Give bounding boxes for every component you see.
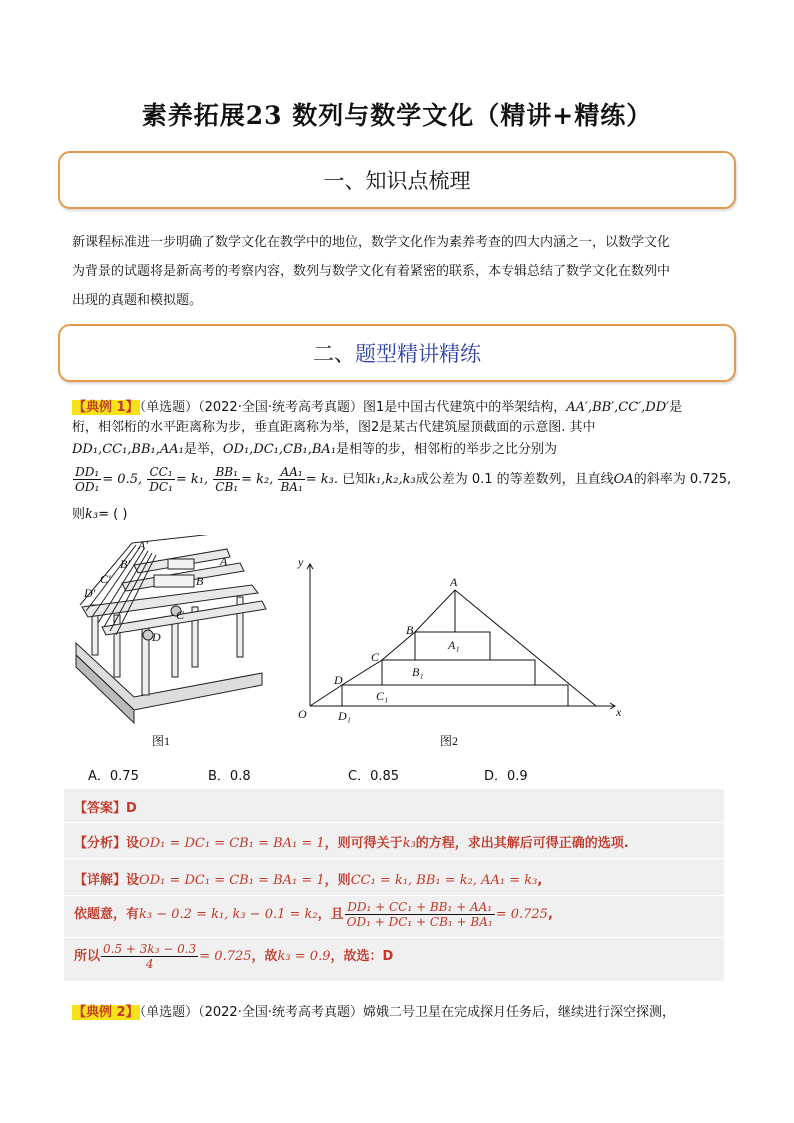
- point-label: C₁: [376, 689, 389, 703]
- example-tag: 【典例 1】: [73, 400, 139, 415]
- fraction: $\frac{\text{AA₁}}{\text{BA₁}}$: [280, 465, 303, 494]
- fig1-label: D: [152, 630, 161, 644]
- figure2-roof-section: [290, 550, 630, 725]
- x-label: x: [616, 705, 622, 719]
- example1-line2: 桁，相邻桁的水平距离称为步，垂直距离称为举，图2是某古代建筑屋顶截面的示意图. 其中: [72, 420, 596, 435]
- figure1-truss-illustration: [72, 535, 272, 725]
- origin-label: O: [298, 707, 307, 721]
- point-label: A₁: [448, 638, 460, 652]
- example1-line3: DD₁,CC₁,BB₁,AA₁是举，OD₁,DC₁,CB₁,BA₁是相等的步，相邻桁的举步之比分别为: [72, 442, 558, 457]
- section-heading-label: 一、知识点梳理: [323, 169, 471, 193]
- section-heading-knowledge: [58, 151, 736, 209]
- intro-line: 新课程标准进一步明确了数学文化在教学中的地位，数学文化作为素养考查的四大内涵之一，以数学文化: [72, 235, 671, 250]
- intro-paragraph: [72, 228, 727, 315]
- option-b[interactable]: B．0.8: [208, 769, 251, 784]
- section-main: 题型精讲精练: [355, 342, 481, 366]
- fraction: $\frac{\text{CC₁}}{\text{DC₁}}$: [149, 465, 173, 494]
- point-label: B: [406, 623, 414, 637]
- question-source: （2022·全国·统考高考真题）: [198, 1005, 363, 1020]
- fraction: $\frac{\text{DD₁}}{\text{OD₁}}$: [75, 465, 100, 494]
- section-heading-label: [60, 338, 734, 368]
- page-title: 素养拓展23 数列与数学文化（精讲+精练）: [141, 101, 653, 130]
- analysis-row: 【分析】设OD₁ = DC₁ = CB₁ = BA₁ = 1，则可得关于k₃的方程，求出其解后可得正确的选项.: [74, 836, 629, 851]
- figure2-caption: 图2: [440, 734, 459, 748]
- question-type: （单选题）: [139, 400, 199, 415]
- fig1-label: C: [176, 608, 185, 622]
- section-heading-examples: [58, 324, 736, 382]
- example1-line1: 【典例 1】（单选题）（2022·全国·统考高考真题）图1是中国古代建筑中的举架结构，AA′,BB′,CC′,DD′是: [73, 400, 683, 415]
- intro-line: 为背景的试题将是新高考的考察内容，数列与数学文化有着紧密的联系，本专辑总结了数学文化在数列中: [72, 264, 671, 279]
- question-source: （2022·全国·统考高考真题）: [198, 400, 363, 415]
- point-label: A: [450, 575, 458, 589]
- fig1-label: C′: [100, 572, 111, 586]
- detail-row-3: 所以 $\frac{\text{0.5 + 3k₃ − 0.3}}{4}$ = 0.725，故k₃ = 0.9，故选：D: [74, 942, 394, 971]
- answer-row: [74, 797, 137, 816]
- example-tag: 【典例 2】: [73, 1005, 139, 1020]
- option-c[interactable]: C．0.85: [348, 769, 400, 784]
- example1-line5: 则k₃= ( ): [72, 507, 128, 522]
- example1-line4: $\frac{\text{DD₁}}{\text{OD₁}}$ = 0.5, $\frac{\text{CC₁}}{\text{DC₁}}$ = k₁, $\frac{\text{BB₁}}{\text{CB₁}}$ = k₂, $\frac{\text{AA₁}}{\text{BA₁}}$ = k₃. 已知k₁,k₂,k₃成公差为 0.1 的等差数列，且直线OA的斜率为 0.725,: [75, 465, 732, 494]
- option-a[interactable]: A．0.75: [88, 769, 139, 784]
- point-label: C: [371, 650, 380, 664]
- fig1-label: B: [196, 574, 204, 588]
- fraction: $\frac{\text{BB₁}}{\text{CB₁}}$: [215, 465, 239, 494]
- option-d[interactable]: D．0.9: [484, 769, 528, 784]
- fraction: $\frac{\text{0.5 + 3k₃ − 0.3}}{4}$: [103, 942, 197, 971]
- detail-row: 【详解】设OD₁ = DC₁ = CB₁ = BA₁ = 1，则CC₁ = k₁, BB₁ = k₂, AA₁ = k₃,: [74, 873, 543, 888]
- point-label: D: [334, 673, 343, 687]
- section-prefix: 二、: [313, 342, 355, 366]
- answer-value: D: [126, 801, 137, 816]
- point-label: B₁: [412, 665, 424, 679]
- point-label: D₁: [338, 709, 351, 723]
- detail-row-2: 依题意，有k₃ − 0.2 = k₁, k₃ − 0.1 = k₂，且 $\frac{\text{DD₁ + CC₁ + BB₁ + AA₁}}{\text{OD₁ + DC₁ + CB₁ + BA₁}}$ = 0.725,: [74, 900, 553, 929]
- answer-label: 【答案】: [74, 801, 127, 816]
- y-label: y: [298, 555, 304, 569]
- fig1-label: B′: [120, 557, 130, 571]
- example2-line1: 【典例 2】（单选题）（2022·全国·统考高考真题）嫦娥二号卫星在完成探月任务后，继续进行深空探测，: [73, 1005, 675, 1020]
- fraction: $\frac{\text{DD₁ + CC₁ + BB₁ + AA₁}}{\text{OD₁ + DC₁ + CB₁ + BA₁}}$: [346, 900, 493, 929]
- figure1-caption: 图1: [152, 734, 171, 748]
- fig1-label: D′: [84, 586, 96, 600]
- question-type: （单选题）: [139, 1005, 199, 1020]
- intro-line: 出现的真题和模拟题。: [72, 293, 203, 308]
- fig1-label: A′: [138, 538, 148, 552]
- fig1-label: A: [220, 554, 228, 568]
